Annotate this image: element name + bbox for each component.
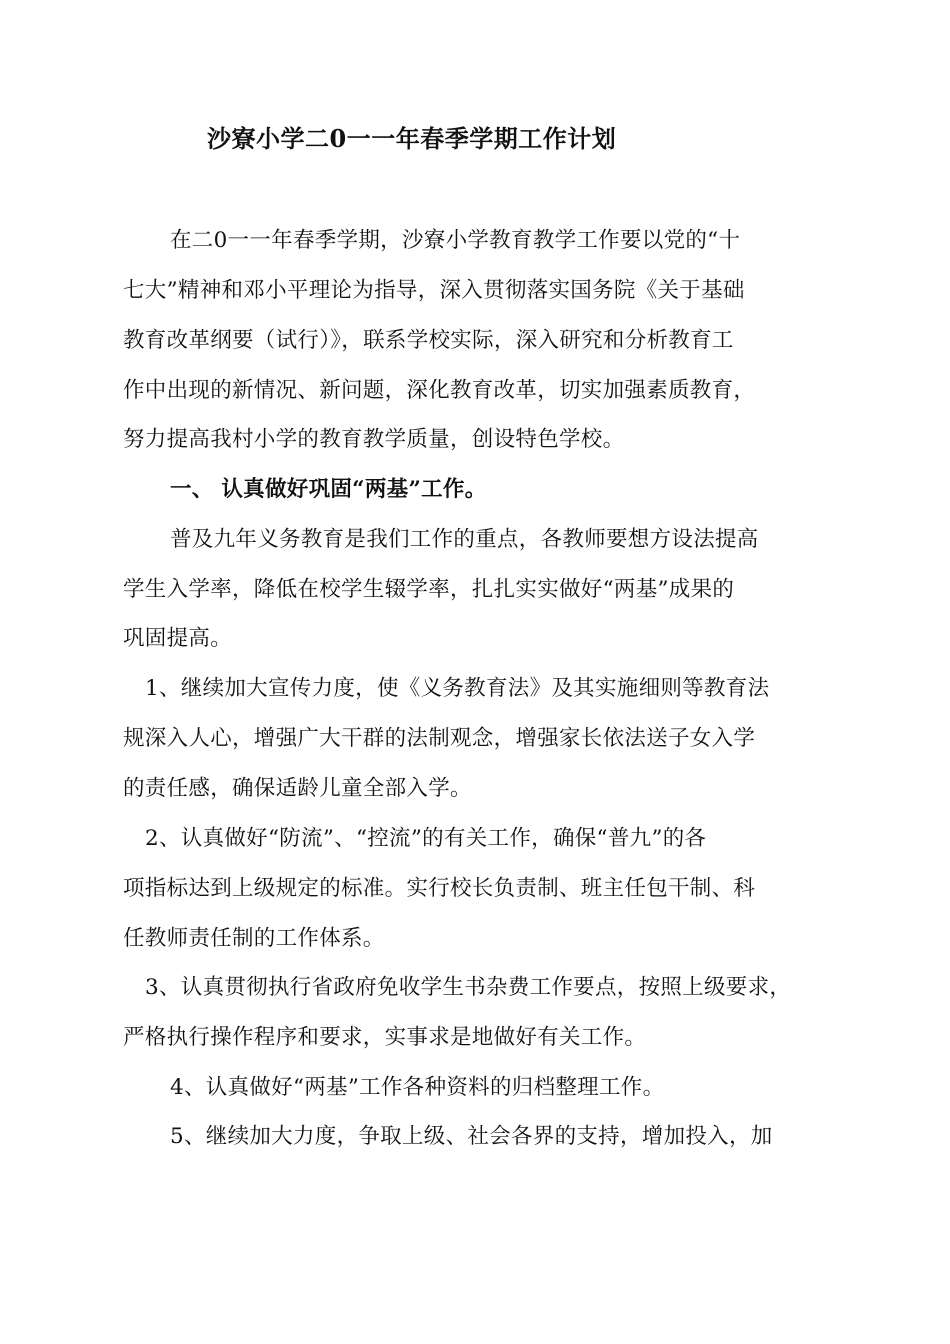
list-item-line: 严格执行操作程序和要求，实事求是地做好有关工作。 bbox=[123, 1025, 647, 1050]
list-item-line: 4、认真做好“两基”工作各种资料的归档整理工作。 bbox=[170, 1075, 665, 1100]
list-item-line: 规深入人心，增强广大干群的法制观念，增强家长依法送子女入学 bbox=[123, 726, 756, 751]
paragraph-line: 在二0一一年春季学期，沙寮小学教育教学工作要以党的“十 bbox=[170, 228, 741, 253]
list-item-line: 的责任感，确保适龄儿童全部入学。 bbox=[123, 776, 472, 801]
document-title: 沙寮小学二0一一年春季学期工作计划 bbox=[207, 124, 617, 153]
paragraph-line: 普及九年义务教育是我们工作的重点，各教师要想方设法提高 bbox=[170, 527, 759, 552]
paragraph-line: 教育改革纲要（试行）》，联系学校实际，深入研究和分析教育工 bbox=[123, 328, 734, 353]
list-item-line: 5、继续加大力度，争取上级、社会各界的支持，增加投入，加 bbox=[170, 1124, 773, 1149]
list-item-line: 2、认真做好“防流”、“控流”的有关工作，确保“普九”的各 bbox=[145, 826, 707, 851]
paragraph-line: 七大”精神和邓小平理论为指导，深入贯彻落实国务院《关于基础 bbox=[123, 278, 745, 303]
list-item-line: 3、认真贯彻执行省政府免收学生书杂费工作要点，按照上级要求， bbox=[145, 975, 792, 1000]
paragraph-line: 巩固提高。 bbox=[123, 626, 233, 651]
paragraph-line: 作中出现的新情况、新问题，深化教育改革，切实加强素质教育， bbox=[123, 378, 756, 403]
paragraph-line: 学生入学率，降低在校学生辍学率，扎扎实实做好“两基”成果的 bbox=[123, 577, 735, 602]
list-item-line: 任教师责任制的工作体系。 bbox=[123, 926, 385, 951]
paragraph-line: 努力提高我村小学的教育教学质量，创设特色学校。 bbox=[123, 427, 625, 452]
list-item-line: 项指标达到上级规定的标准。实行校长负责制、班主任包干制、科 bbox=[123, 876, 756, 901]
list-item-line: 1、继续加大宣传力度，使《义务教育法》及其实施细则等教育法 bbox=[145, 676, 770, 701]
section-heading: 一、 认真做好巩固“两基”工作。 bbox=[170, 477, 487, 502]
